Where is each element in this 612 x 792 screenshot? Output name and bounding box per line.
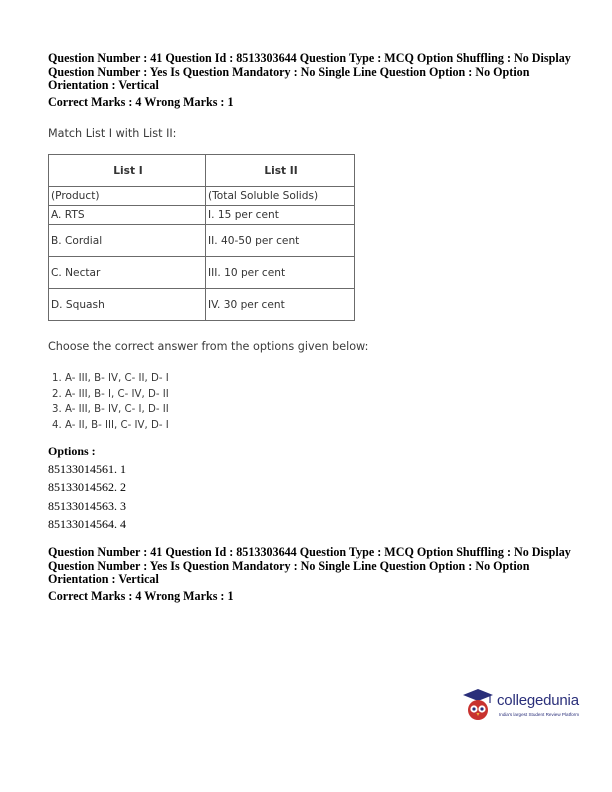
match-table [48,154,355,321]
graduation-cap-owl-icon [461,686,495,722]
table-cell: I. 15 per cent [206,206,355,225]
table-cell: III. 10 per cent [206,257,355,289]
table-cell: IV. 30 per cent [206,289,355,321]
meta-line: Orientation : Vertical [48,78,159,93]
option-id: 85133014562. 2 [48,480,126,495]
options-block [48,442,126,533]
answer-choice: 4. A- II, B- III, C- IV, D- I [52,419,169,431]
table-cell: II. 40-50 per cent [206,225,355,257]
question-prompt: Match List I with List II: [48,127,177,140]
answer-instruction: Choose the correct answer from the options given below: [48,340,369,353]
options-heading: Options : [48,444,96,458]
meta-line: Question Number : 41 Question Id : 8513303644 Question Type : MCQ Option Shuffling : No Display [48,545,571,559]
collegedunia-logo [461,686,596,726]
option-id: 85133014563. 3 [48,498,126,513]
question-meta-bottom [48,546,578,603]
answer-choices [52,371,169,433]
meta-line: Question Number : Yes Is Question Mandatory : No Single Line Question Option : No Option [48,558,530,573]
marks-line: Correct Marks : 4 Wrong Marks : 1 [48,588,234,603]
marks-line: Correct Marks : 4 Wrong Marks : 1 [48,94,234,109]
option-id: 85133014564. 4 [48,516,126,531]
logo-tagline: India's largest Student Review Platform [499,712,580,717]
question-meta-top [48,52,578,109]
meta-line: Orientation : Vertical [48,572,159,587]
table-cell: B. Cordial [49,225,206,257]
table-subheader-tss: (Total Soluble Solids) [206,187,355,206]
table-cell: A. RTS [49,206,206,225]
answer-choice: 1. A- III, B- IV, C- II, D- I [52,373,169,384]
answer-choice: 3. A- III, B- IV, C- I, D- II [52,404,169,416]
table-subheader-product: (Product) [49,187,206,206]
logo-wordmark: collegedunia [497,692,579,709]
table-header-list-2: List II [206,155,355,187]
option-id: 85133014561. 1 [48,462,126,477]
table-cell: D. Squash [49,289,206,321]
answer-choice: 2. A- III, B- I, C- IV, D- II [52,388,169,400]
meta-line: Question Number : 41 Question Id : 8513303644 Question Type : MCQ Option Shuffling : No Display [48,51,571,65]
table-cell: C. Nectar [49,257,206,289]
table-header-list-1: List I [49,155,206,187]
meta-line: Question Number : Yes Is Question Mandatory : No Single Line Question Option : No Option [48,64,530,79]
